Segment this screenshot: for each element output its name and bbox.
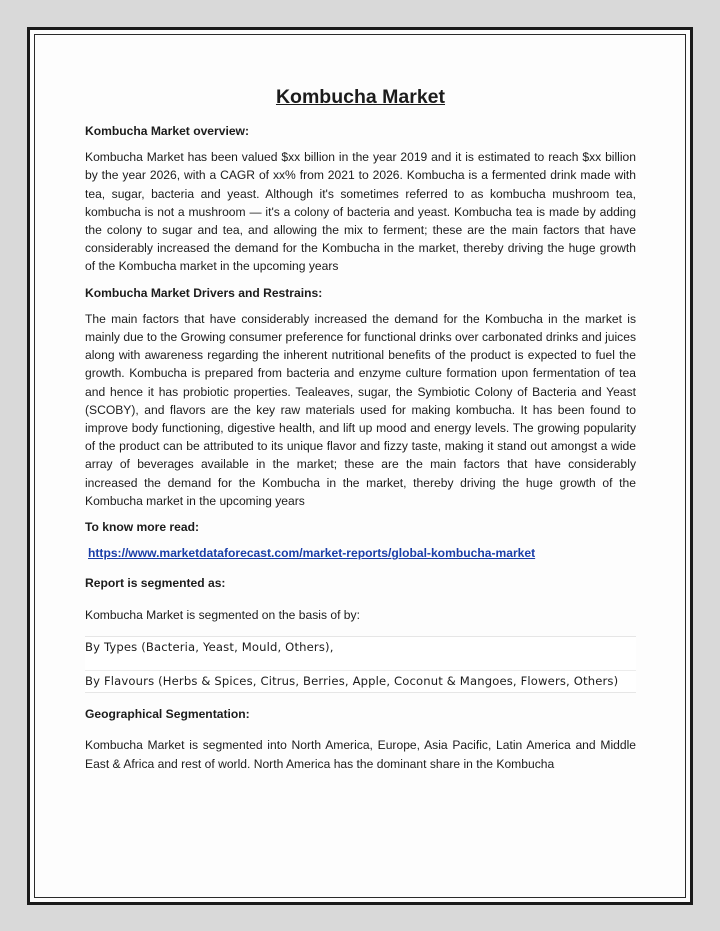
geo-paragraph: Kombucha Market is segmented into North America, Europe, Asia Pacific, Latin America and Middle East & Africa and rest of world. North America has the dominant share in the Kombucha [85, 738, 636, 771]
document-content [85, 84, 636, 781]
overview-paragraph: Kombucha Market has been valued $xx billion in the year 2019 and it is estimated to reach $xx billion by the year 2026, with a CAGR of xx% from 2021 to 2026. Kombucha is a fermented drink made with tea, sugar, bacteria and yeast. Although it's sometimes referred to as kombucha mushroom tea, kombucha is not a mushroom — it's a colony of bacteria and yeast. Kombucha tea is made by adding the colony to sugar and tea, and allowing the mix to ferment; these are the main factors that have considerably increased the demand for the Kombucha in the market, thereby driving the huge growth of the Kombucha market in the upcoming years [85, 150, 636, 274]
report-link[interactable]: https://www.marketdataforecast.com/market-reports/global-kombucha-market [88, 546, 536, 561]
drivers-paragraph: The main factors that have considerably increased the demand for the Kombucha in the market is mainly due to the Growing consumer preference for functional drinks over carbonated drinks and juices along with awareness regarding the inherent nutritional benefits of the product is expected to fuel the growth. Kombucha is prepared from bacteria and enzyme culture formation upon fermentation of tea and hence it has probiotic properties. Tealeaves, sugar, the Symbiotic Colony of Bacteria and Yeast (SCOBY), and flavors are the key raw materials used for making kombucha. It has been found to improve body functioning, digestive health, and lift up mood and energy levels. The growing popularity of the product can be attributed to its unique flavor and fizzy taste, making it stand out amongst a wide array of beverages available in the market; these are the main factors that have considerably increased the demand for the Kombucha in the market, thereby driving the huge growth of the Kombucha market in the upcoming years [85, 311, 636, 508]
link-container [88, 544, 636, 562]
segment-item-flavours: By Flavours (Herbs & Spices, Citrus, Berries, Apple, Coconut & Mangoes, Flowers, Others) [85, 670, 636, 692]
overview-heading: Kombucha Market overview: [85, 124, 249, 138]
geo-heading: Geographical Segmentation: [85, 707, 250, 722]
segment-item-types: By Types (Bacteria, Yeast, Mould, Others), [85, 639, 334, 654]
more-heading: To know more read: [85, 520, 200, 535]
segmentation-intro: Kombucha Market is segmented on the basis of by: [85, 607, 360, 622]
segment-list [85, 636, 636, 693]
segmentation-heading: Report is segmented as: [85, 576, 226, 591]
document-title: Kombucha Market [275, 86, 446, 108]
drivers-heading: Kombucha Market Drivers and Restrains: [85, 285, 323, 300]
